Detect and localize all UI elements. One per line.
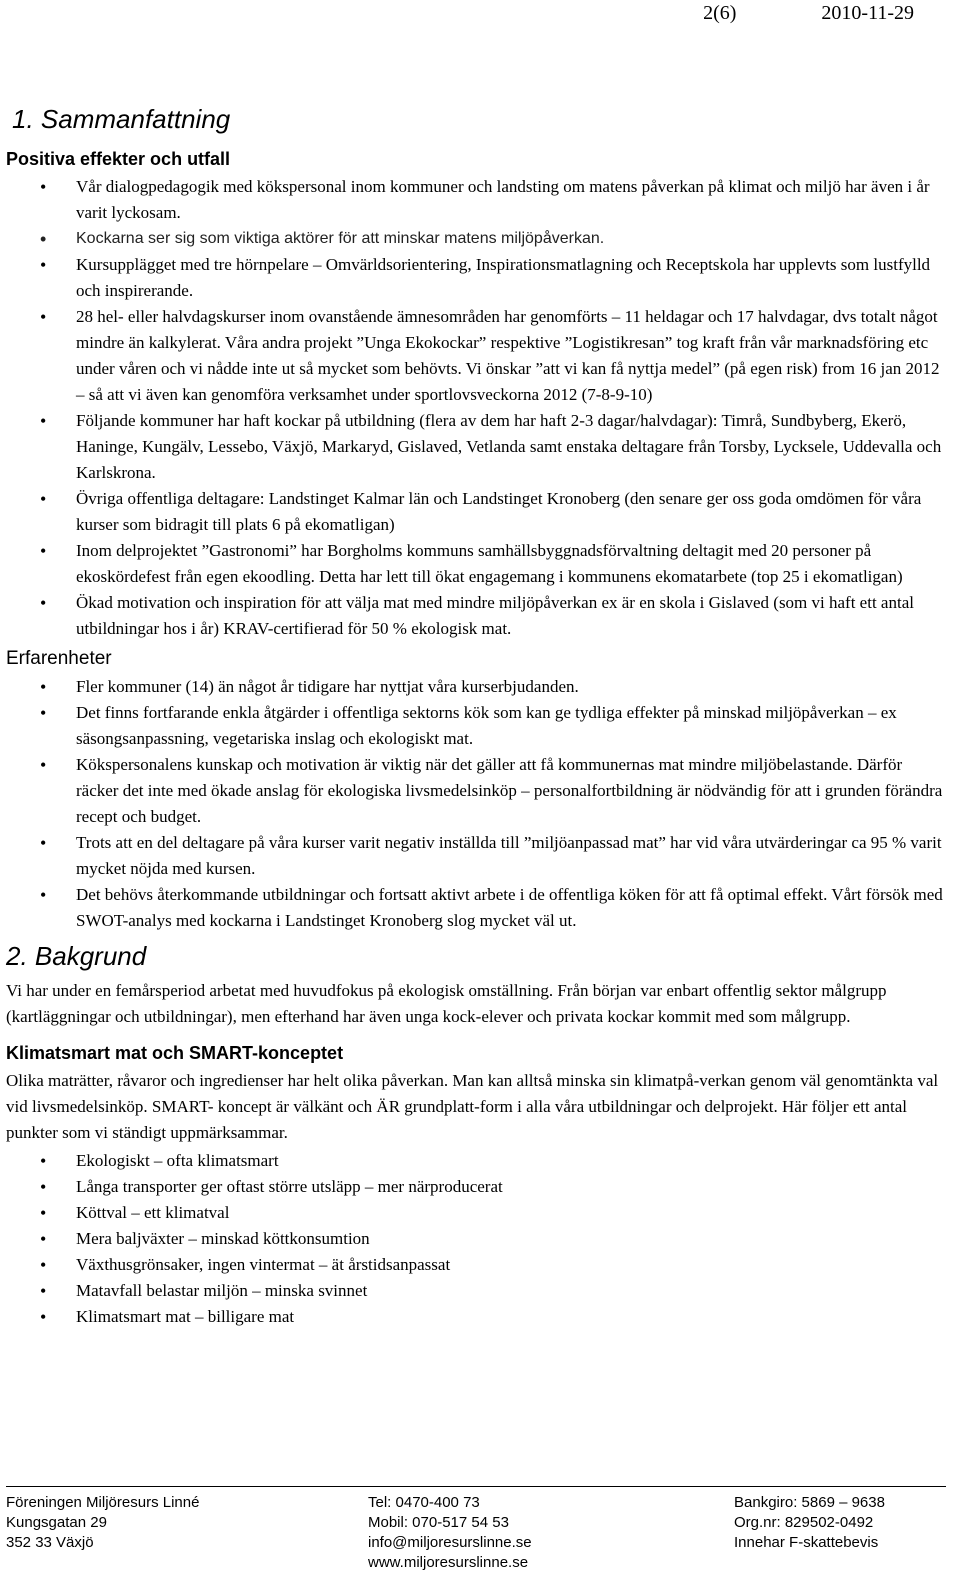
section-1-title: 1. Sammanfattning <box>12 104 231 134</box>
list-item: • 28 hel- eller halvdagskurser inom ovanstående ämnesområden har genomförts – 11 heldagar och 17 halvdagar, dvs totalt något mindre än kalkylerat. Våra andra projekt ”Unga Ekokockar” respektive ”Logistikresan” tog kraft från vår marknadsföring etc under våren och vi nådde inte ut så mycket som behövts. Vi önskar ”att vi kan få nyttja medel” (på egen risk) from 16 jan 2012 – så att vi även kan genomföra verksamhet under sportlovsveckorna 2012 (7-8-9-10) <box>6 304 946 408</box>
footer-address <box>6 1493 199 1553</box>
list-item: • Fler kommuner (14) än något år tidigare har nyttjat våra kurserbjudanden. <box>6 674 946 700</box>
document-body <box>6 102 946 1334</box>
phone: Tel: 0470-400 73 <box>368 1494 480 1511</box>
list-item: • Det finns fortfarande enkla åtgärder i offentliga sektorns kök som kan ge tydliga effekter på minskad miljöpåverkan – ex säsongsanpassning, vegetariska inslag och ekologiskt mat. <box>6 700 946 752</box>
smart-list <box>6 1148 946 1330</box>
list-item: • Det behövs återkommande utbildningar och fortsatt aktivt arbete i de offentliga köken för att få optimal effekt. Vårt försök med SWOT-analys med kockarna i Landstinget Kronoberg slog mycket väl ut. <box>6 882 946 934</box>
list-item: • Inom delprojektet ”Gastronomi” har Borgholms kommuns samhällsbyggnadsförvaltning deltagit med 20 personer på ekoskördefest från egen ekoodling. Detta har lett till ökat engagemang i kommunens ekomatarbete (top 25 i ekomatligan) <box>6 538 946 590</box>
positive-effects-list <box>6 174 946 642</box>
experiences-heading: Erfarenheter <box>6 648 112 669</box>
list-item: • Vår dialogpedagogik med kökspersonal inom kommuner och landsting om matens påverkan på klimat och miljö har även i år varit lyckosam. <box>6 174 946 226</box>
list-item: • Kursupplägget med tre hörnpelare – Omvärldsorientering, Inspirationsmatlagning och Receptskola har upplevts som lustfylld och inspirerande. <box>6 252 946 304</box>
footer-contact <box>368 1493 532 1573</box>
list-item: • Ökad motivation och inspiration för att välja mat med mindre miljöpåverkan ex är en skola i Gislaved (som vi haft ett antal utbildningar hos i år) KRAV-certifierad för 50 % ekologisk mat. <box>6 590 946 642</box>
list-item: • Trots att en del deltagare på våra kurser varit negativ inställda till ”miljöanpassad mat” har vid våra utvärderingar ca 95 % varit mycket nöjda med kursen. <box>6 830 946 882</box>
mobile: Mobil: 070-517 54 53 <box>368 1514 509 1531</box>
page-header <box>703 2 914 25</box>
list-item: • Mera baljväxter – minskad köttkonsumtion <box>6 1226 946 1252</box>
organization-name: Föreningen Miljöresurs Linné <box>6 1494 200 1511</box>
list-item: • Kökspersonalens kunskap och motivation är viktig när det gäller att få kommunernas mat mindre miljöbelastande. Därför räcker det inte med ökade anslag för ekologiska livsmedelsinköp – personalfortbildning är nödvändig för att i grunden förändra recept och budget. <box>6 752 946 830</box>
list-item: • Följande kommuner har haft kockar på utbildning (flera av dem har haft 2-3 dagar/halvdagar): Timrå, Sundbyberg, Ekerö, Haninge, Kungälv, Lessebo, Växjö, Markaryd, Gislaved, Vetlanda samt enstaka deltagare från Torsby, Lycksele, Uddevalla och Karlskrona. <box>6 408 946 486</box>
bankgiro: Bankgiro: 5869 – 9638 <box>734 1494 885 1511</box>
email: info@miljoresurslinne.se <box>368 1534 532 1551</box>
page-number: 2(6) <box>703 2 737 24</box>
footer-registration <box>734 1493 885 1553</box>
positive-effects-heading: Positiva effekter och utfall <box>6 149 231 169</box>
list-item: • Matavfall belastar miljön – minska svinnet <box>6 1278 946 1304</box>
tax-status: Innehar F-skattebevis <box>734 1534 879 1551</box>
document-date: 2010-11-29 <box>821 2 914 24</box>
list-item: • Kockarna ser sig som viktiga aktörer för att minskar matens miljöpåverkan. <box>6 226 946 252</box>
page-footer <box>6 1486 946 1571</box>
postal-address: 352 33 Växjö <box>6 1534 94 1551</box>
website: www.miljoresurslinne.se <box>368 1554 529 1571</box>
list-item: • Långa transporter ger oftast större utsläpp – mer närproducerat <box>6 1174 946 1200</box>
street-address: Kungsgatan 29 <box>6 1514 107 1531</box>
list-item: • Ekologiskt – ofta klimatsmart <box>6 1148 946 1174</box>
background-paragraph: Vi har under en femårsperiod arbetat med huvudfokus på ekologisk omställning. Från början var enbart offentlig sektor målgrupp (kartläggningar och utbildningar), men efterhand har även unga kock-elever och privata kockar kommit med som målgrupp. <box>6 981 887 1026</box>
list-item: • Övriga offentliga deltagare: Landstinget Kalmar län och Landstinget Kronoberg (den senare ger oss goda omdömen för våra kurser som bidragit till plats 6 på ekomatligan) <box>6 486 946 538</box>
smart-paragraph: Olika maträtter, råvaror och ingredienser har helt olika påverkan. Man kan alltså minska sin klimatpå-verkan genom väl genomtänkta val vid livsmedelsinköp. SMART- koncept är välkänt och ÄR grundplatt-form i alla våra utbildningar och delprojekt. Här följer ett antal punkter som vi ständigt uppmärksammar. <box>6 1071 939 1142</box>
list-item: • Klimatsmart mat – billigare mat <box>6 1304 946 1330</box>
list-item: • Växthusgrönsaker, ingen vintermat – ät årstidsanpassat <box>6 1252 946 1278</box>
experiences-list <box>6 674 946 934</box>
smart-heading: Klimatsmart mat och SMART-konceptet <box>6 1043 344 1063</box>
list-item: • Köttval – ett klimatval <box>6 1200 946 1226</box>
org-number: Org.nr: 829502-0492 <box>734 1514 874 1531</box>
section-2-title: 2. Bakgrund <box>6 941 147 971</box>
